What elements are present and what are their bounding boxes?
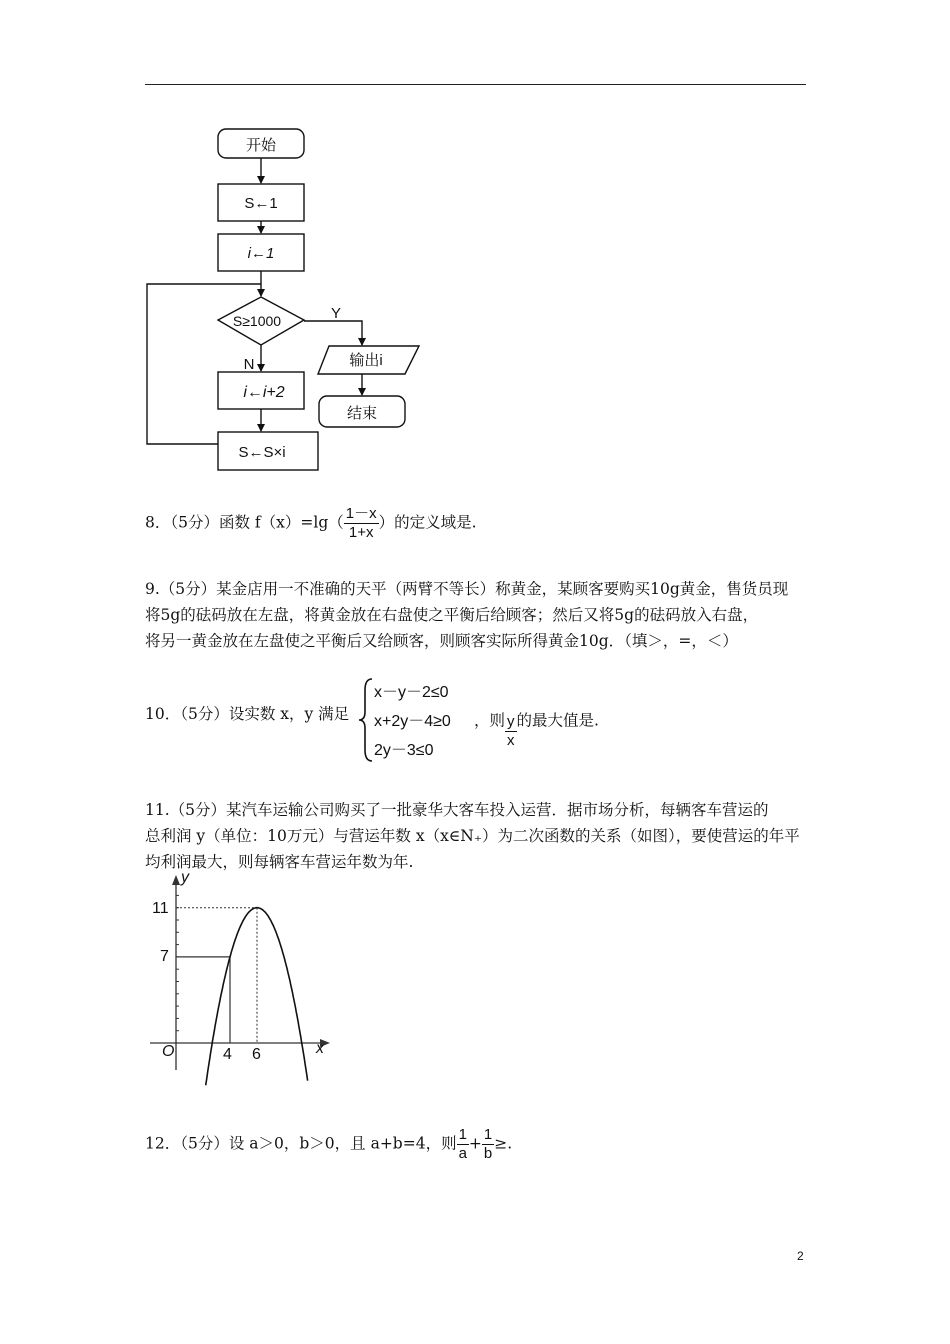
q12-fraction-a (457, 1126, 469, 1163)
q10-constraint-3: 2y－3≤0 (374, 742, 434, 759)
q10-denominator: x (507, 732, 515, 749)
condition-label: S≥1000 (232, 313, 282, 329)
q11-line-3: 均利润最大，则每辆客车营运年数为年. (145, 853, 414, 871)
i-init-label: i←1 (247, 245, 275, 262)
q11-line-2: 总利润 y（单位：10万元）与营运年数 x（x∈N₊）为二次函数的关系（如图），要使营运的年平 (145, 827, 800, 845)
end-label: 结束 (346, 405, 378, 422)
start-label: 开始 (245, 137, 277, 154)
q9-line-2: 将5g的砝码放在左盘，将黄金放在右盘使之平衡后给顾客；然后又将5g的砝码放入右盘， (145, 606, 759, 624)
q12-fraction-b-denominator: b (483, 1145, 493, 1162)
y-tick-11: 11 (152, 900, 169, 917)
q12-fraction-a-denominator: a (458, 1145, 467, 1162)
output-label: 输出i (349, 352, 383, 369)
s-update-label: S←S×i (238, 444, 286, 461)
q10-constraint-1: x－y－2≤0 (374, 684, 449, 701)
q9-line-1: 9.（5分）某金店用一不准确的天平（两臂不等长）称黄金，某顾客要购买10g黄金，售货员现 (145, 580, 789, 598)
x-axis-label: x (316, 1040, 324, 1057)
q10-numerator: y (507, 713, 515, 730)
question-12 (145, 1126, 512, 1163)
q12-fraction-a-numerator: 1 (458, 1126, 467, 1143)
i-update-label: i←i+2 (243, 384, 285, 401)
x-tick-4: 4 (223, 1046, 232, 1063)
q10-constraint-2: x+2y－4≥0 (374, 713, 451, 730)
origin-label: O (162, 1043, 175, 1060)
q10-prefix: 10．（5分）设实数 x，y 满足 (145, 705, 350, 723)
x-tick-6: 6 (252, 1046, 261, 1063)
y-tick-7: 7 (160, 948, 169, 965)
q8-numerator: 1－x (345, 505, 377, 522)
q8-denominator: 1+x (348, 524, 374, 541)
q10-mid: ，则 (474, 711, 506, 730)
q9-line-3: 将另一黄金放在左盘使之平衡后又给顾客，则顾客实际所得黄金10g．（填＞，=，＜） (145, 632, 738, 650)
q8-prefix: 8．（5分）函数 f（x）=lg（ (145, 513, 344, 532)
q12-fraction-b-numerator: 1 (483, 1126, 493, 1143)
page-number: 2 (797, 1249, 804, 1263)
q8-suffix: ）的定义域是. (378, 513, 477, 532)
q12-prefix: 12．（5分）设 a＞0，b＞0，且 a+b=4，则 (145, 1134, 457, 1153)
q12-plus: + (468, 1134, 482, 1153)
y-axis-label: y (181, 869, 189, 886)
s-init-label: S←1 (244, 195, 278, 212)
no-label: N (243, 356, 255, 373)
yes-label: Y (330, 305, 342, 322)
q11-line-1: 11.（5分）某汽车运输公司购买了一批豪华大客车投入运营．据市场分析，每辆客车营运的 (145, 801, 769, 819)
y-axis-arrow (172, 875, 180, 885)
q12-fraction-b (482, 1126, 494, 1163)
q12-suffix: ≥. (494, 1134, 513, 1153)
q10-suffix: 的最大值是. (516, 711, 599, 730)
